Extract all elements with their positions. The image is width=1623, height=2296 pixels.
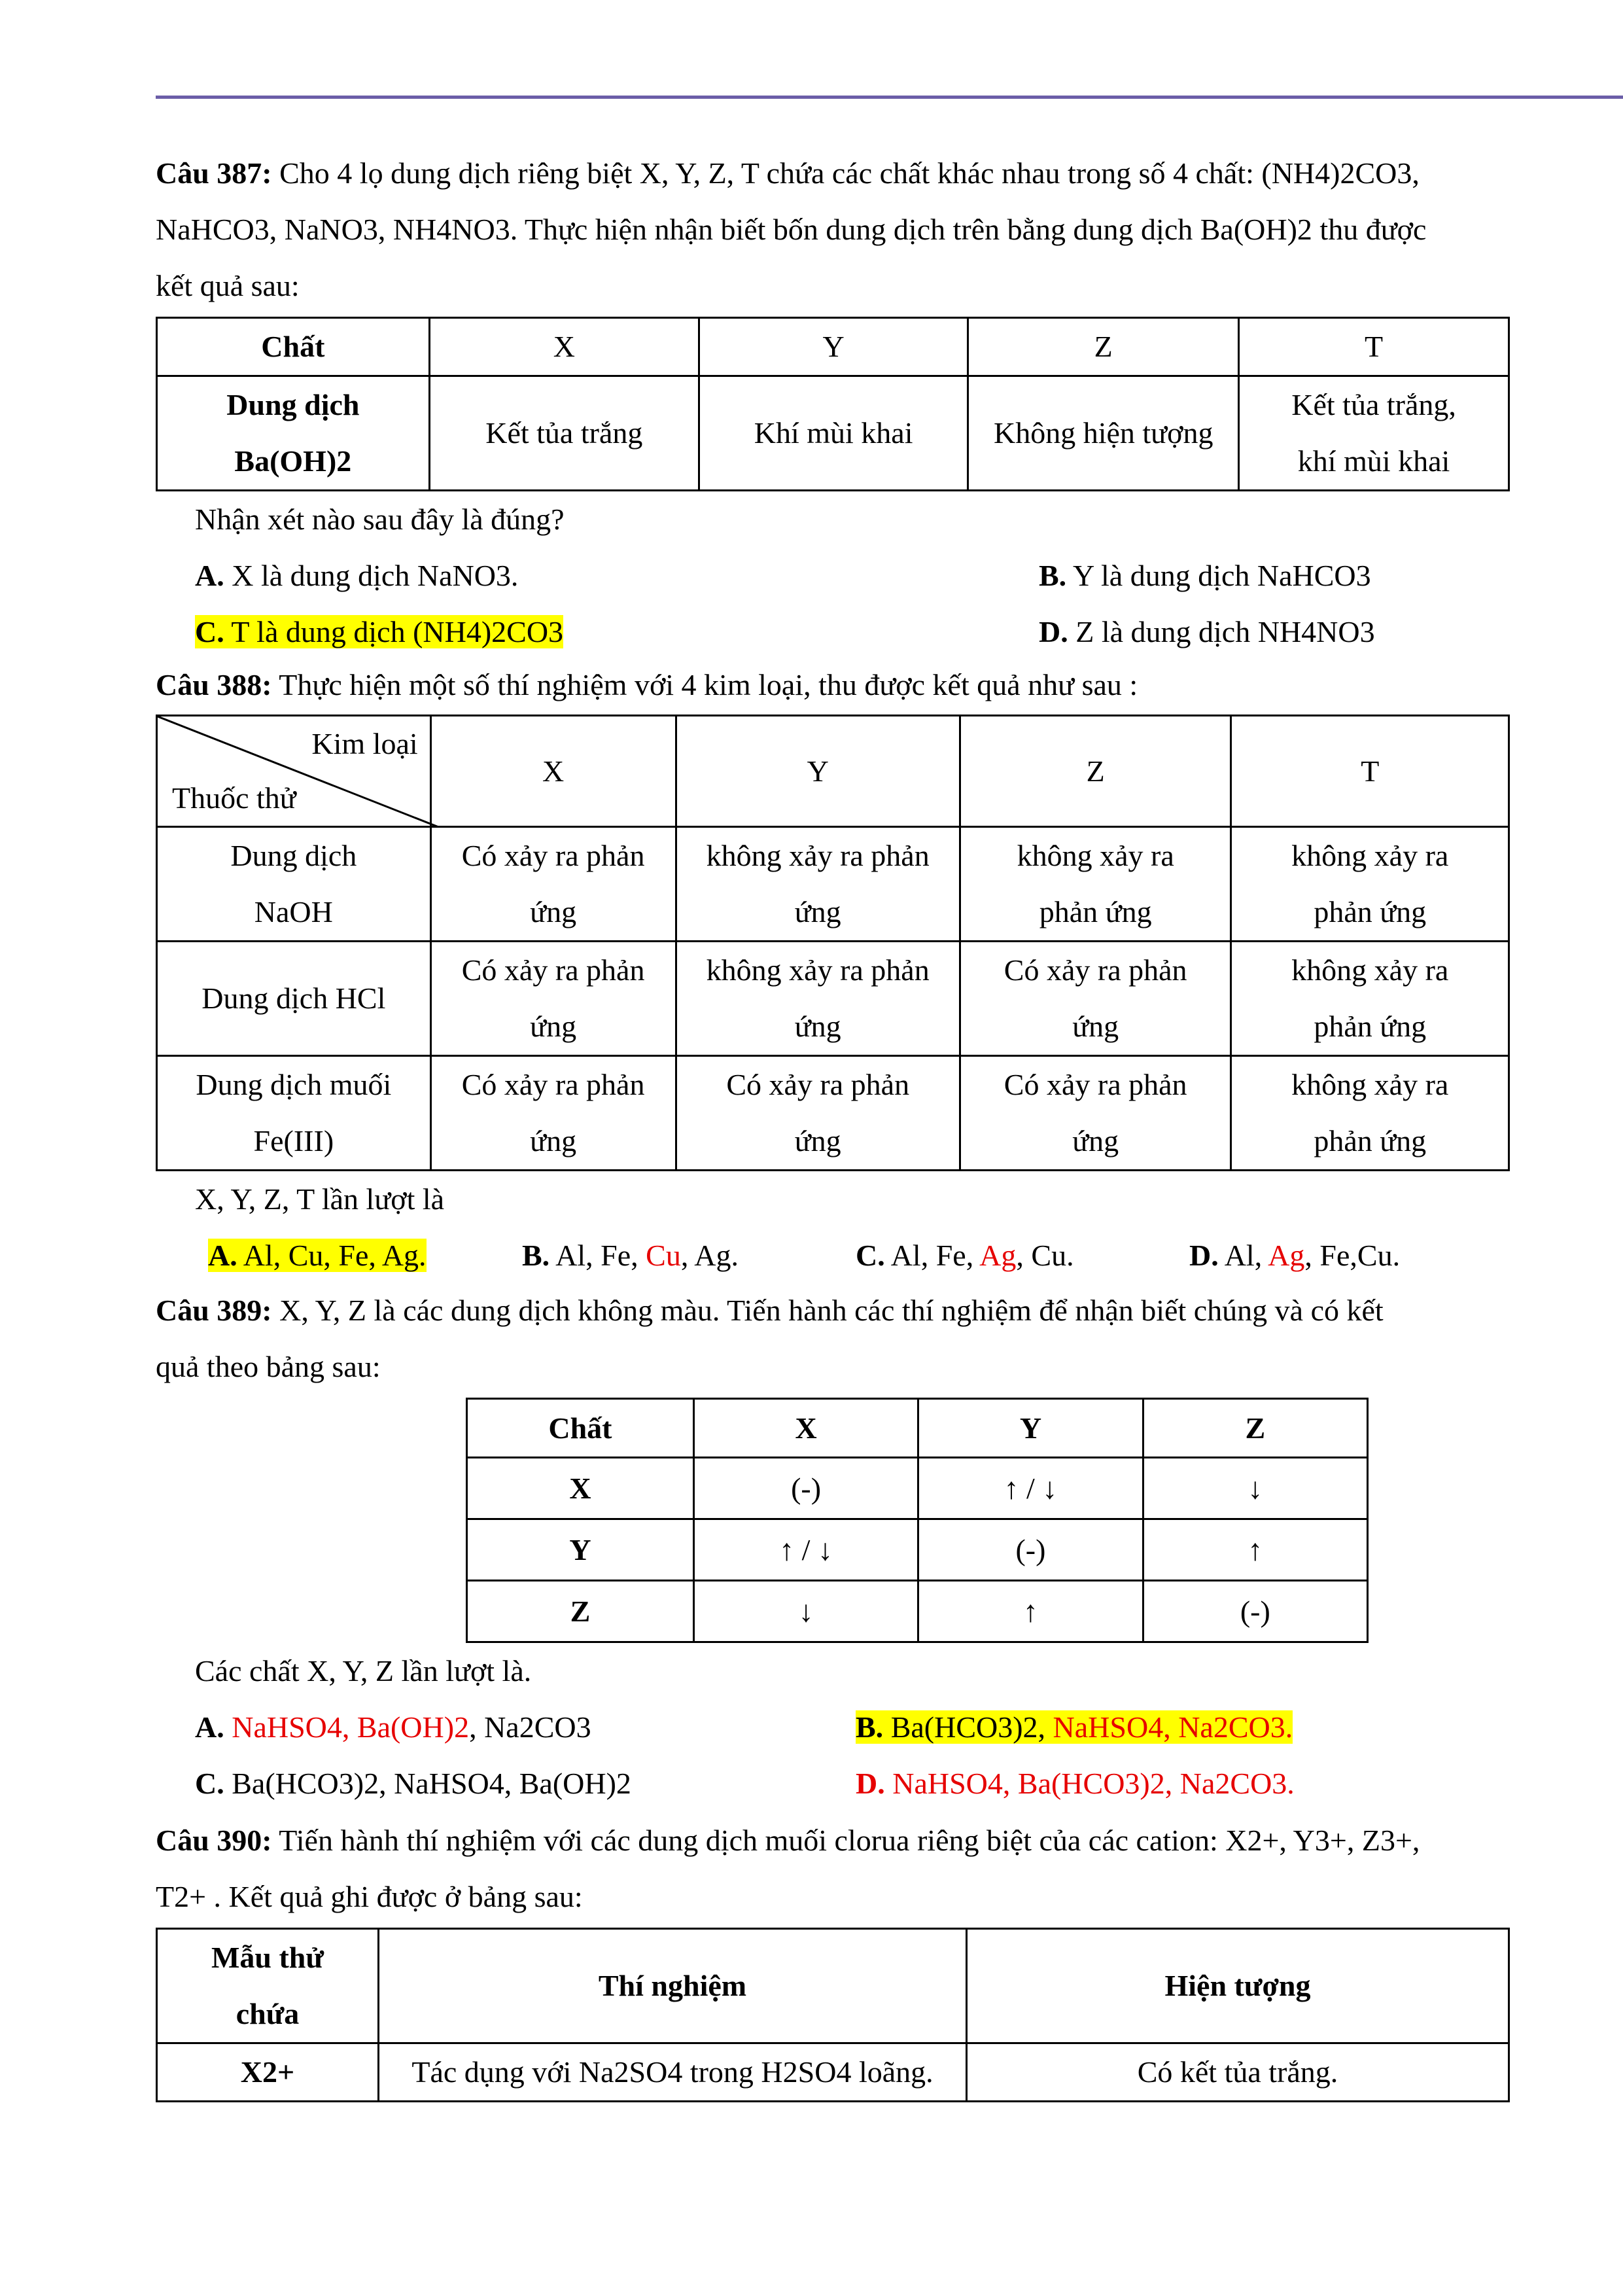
q389-th-chat: Chất xyxy=(467,1399,694,1458)
q390-table xyxy=(156,1928,1510,2102)
q387-table xyxy=(156,317,1510,491)
q390-th-sample: Mẫu thử chứa xyxy=(157,1929,379,2043)
q390-observation: Có kết tủa trắng. xyxy=(967,2043,1509,2102)
question-388 xyxy=(156,657,1510,1284)
q387-result-t: Kết tủa trắng, khí mùi khai xyxy=(1239,376,1509,491)
question-390 xyxy=(156,1812,1510,2102)
q387-th-x: X xyxy=(429,318,699,376)
q387-result-y: Khí mùi khai xyxy=(699,376,968,491)
q387-option-d[interactable]: D. Z là dung dịch NH4NO3 xyxy=(1039,615,1375,648)
q387-th-z: Z xyxy=(968,318,1239,376)
q389-options-row1 xyxy=(156,1699,1510,1756)
q387-option-a[interactable]: A. X là dung dịch NaNO3. xyxy=(195,559,519,592)
q387-th-chat: Chất xyxy=(157,318,430,376)
q388-cell: Có xảy ra phản ứng xyxy=(430,942,676,1056)
q389-options-row2 xyxy=(156,1756,1510,1812)
q388-cell: không xảy ra phản ứng xyxy=(676,827,960,942)
q390-row-x2 xyxy=(157,2043,1509,2102)
q388-row-fe3 xyxy=(157,1056,1509,1171)
q388-th-z: Z xyxy=(960,716,1231,827)
q389-cell: (-) xyxy=(693,1458,918,1519)
q388-row-hcl xyxy=(157,942,1509,1056)
header-rule xyxy=(156,96,1623,99)
q389-row-x xyxy=(467,1458,1368,1519)
q388-cell: không xảy ra phản ứng xyxy=(960,827,1231,942)
q388-corner-bottom: Thuốc thử xyxy=(172,781,296,815)
q387-options-row2 xyxy=(156,604,1510,660)
q389-th-y: Y xyxy=(918,1399,1143,1458)
q388-row-naoh xyxy=(157,827,1509,942)
q389-cell: ↑ / ↓ xyxy=(693,1519,918,1581)
question-389 xyxy=(156,1282,1510,1812)
q389-cell: ↓ xyxy=(693,1581,918,1642)
q389-option-d[interactable]: D. NaHSO4, Ba(HCO3)2, Na2CO3. xyxy=(856,1767,1295,1800)
q389-th-z: Z xyxy=(1143,1399,1367,1458)
question-387 xyxy=(156,145,1510,660)
q389-cell: ↑ xyxy=(1143,1519,1367,1581)
q389-question: Các chất X, Y, Z lần lượt là. xyxy=(195,1654,532,1687)
q389-cell: ↑ / ↓ xyxy=(918,1458,1143,1519)
q387-result-x: Kết tủa trắng xyxy=(429,376,699,491)
q388-cell: không xảy ra phản ứng xyxy=(1231,1056,1509,1171)
q388-reagent-hcl: Dung dịch HCl xyxy=(157,942,431,1056)
q390-th-observation: Hiện tượng xyxy=(967,1929,1509,2043)
q388-cell: không xảy ra phản ứng xyxy=(676,942,960,1056)
q388-cell: Có xảy ra phản ứng xyxy=(430,827,676,942)
q389-stem-line1: Câu 389: X, Y, Z là các dung dịch không màu. Tiến hành các thí nghiệm để nhận biết chúng và có kết xyxy=(156,1294,1384,1327)
q388-option-d[interactable]: D. Al, Ag, Fe,Cu. xyxy=(1189,1239,1401,1272)
q388-stem: Câu 388: Thực hiện một số thí nghiệm với 4 kim loại, thu được kết quả như sau : xyxy=(156,668,1138,701)
q388-corner-cell xyxy=(157,716,431,827)
q389-row-name: Z xyxy=(467,1581,694,1642)
q389-cell: ↓ xyxy=(1143,1458,1367,1519)
q389-row-name: Y xyxy=(467,1519,694,1581)
q388-option-b[interactable]: B. Al, Fe, Cu, Ag. xyxy=(522,1239,739,1272)
q390-stem-line1: Câu 390: Tiến hành thí nghiệm với các dung dịch muối clorua riêng biệt của các cation: X2+, Y3+, Z3+, xyxy=(156,1824,1420,1857)
q388-cell: Có xảy ra phản ứng xyxy=(960,1056,1231,1171)
q389-row-z xyxy=(467,1581,1368,1642)
q390-experiment: Tác dụng với Na2SO4 trong H2SO4 loãng. xyxy=(379,2043,967,2102)
q389-option-a[interactable]: A. NaHSO4, Ba(OH)2, Na2CO3 xyxy=(195,1710,591,1744)
q388-option-c[interactable]: C. Al, Fe, Ag, Cu. xyxy=(856,1239,1074,1272)
q388-question: X, Y, Z, T lần lượt là xyxy=(195,1182,445,1216)
q388-cell: Có xảy ra phản ứng xyxy=(960,942,1231,1056)
q388-reagent-fe3: Dung dịch muối Fe(III) xyxy=(157,1056,431,1171)
q387-result-z: Không hiện tượng xyxy=(968,376,1239,491)
q388-corner-top: Kim loại xyxy=(311,727,418,760)
q389-cell: (-) xyxy=(918,1519,1143,1581)
q389-cell: ↑ xyxy=(918,1581,1143,1642)
q388-options xyxy=(156,1227,1510,1284)
q387-reagent: Dung dịch Ba(OH)2 xyxy=(157,376,430,491)
q389-row-name: X xyxy=(467,1458,694,1519)
q387-th-t: T xyxy=(1239,318,1509,376)
q389-row-y xyxy=(467,1519,1368,1581)
q387-stem-line1: Câu 387: Cho 4 lọ dung dịch riêng biệt X, Y, Z, T chứa các chất khác nhau trong số 4 chất: (NH4)2CO3, xyxy=(156,156,1420,190)
q389-option-b[interactable]: B. Ba(HCO3)2, NaHSO4, Na2CO3. xyxy=(856,1710,1293,1744)
q387-option-c[interactable]: C. T là dung dịch (NH4)2CO3 xyxy=(195,615,564,648)
q389-cell: (-) xyxy=(1143,1581,1367,1642)
q388-cell: không xảy ra phản ứng xyxy=(1231,827,1509,942)
q389-option-c[interactable]: C. Ba(HCO3)2, NaHSO4, Ba(OH)2 xyxy=(195,1767,631,1800)
q390-sample: X2+ xyxy=(157,2043,379,2102)
q388-reagent-naoh: Dung dịch NaOH xyxy=(157,827,431,942)
q387-stem-line3: kết quả sau: xyxy=(156,269,300,302)
q387-th-y: Y xyxy=(699,318,968,376)
q390-stem-line2: T2+ . Kết quả ghi được ở bảng sau: xyxy=(156,1880,583,1913)
q388-th-y: Y xyxy=(676,716,960,827)
q389-stem-line2: quả theo bảng sau: xyxy=(156,1350,381,1383)
q389-table xyxy=(466,1398,1369,1643)
q387-options-row1 xyxy=(156,548,1510,604)
q388-option-a[interactable]: A. Al, Cu, Fe, Ag. xyxy=(208,1239,427,1272)
q390-th-experiment: Thí nghiệm xyxy=(379,1929,967,2043)
q388-th-x: X xyxy=(430,716,676,827)
q387-stem-line2: NaHCO3, NaNO3, NH4NO3. Thực hiện nhận biết bốn dung dịch trên bằng dung dịch Ba(OH)2 thu được xyxy=(156,213,1427,246)
q388-cell: Có xảy ra phản ứng xyxy=(676,1056,960,1171)
q388-th-t: T xyxy=(1231,716,1509,827)
q389-th-x: X xyxy=(693,1399,918,1458)
q388-table xyxy=(156,715,1510,1171)
q387-question: Nhận xét nào sau đây là đúng? xyxy=(195,503,565,536)
q387-option-b[interactable]: B. Y là dung dịch NaHCO3 xyxy=(1039,559,1371,592)
q388-cell: Có xảy ra phản ứng xyxy=(430,1056,676,1171)
q388-cell: không xảy ra phản ứng xyxy=(1231,942,1509,1056)
